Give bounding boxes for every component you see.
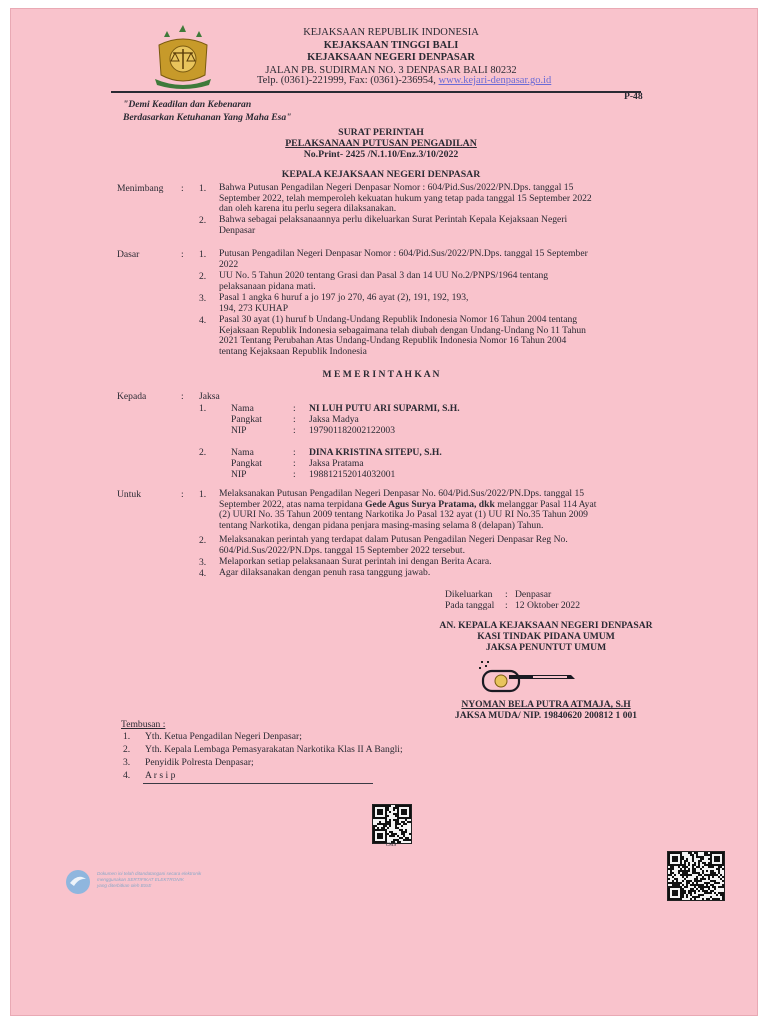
header-website-link[interactable]: www.kejari-denpasar.go.id [438, 75, 552, 86]
signatory-rank: JAKSA MUDA/ NIP. 19840620 200812 1 001 [454, 710, 638, 721]
person-1-name-colon: : [293, 403, 296, 414]
untuk-item-2-number: 3. [199, 557, 207, 568]
untuk-item-1-line-1: Melaksanakan Putusan Pengadilan Negeri Denpasar No. 604/Pid.Sus/2022/PN.Dps. tanggal 15 [219, 488, 585, 499]
signature-line-3: JAKSA PENUNTUT UMUM [485, 642, 607, 653]
issued-date-label: Pada tanggal [445, 600, 495, 611]
dasar-item-4-line-1: Pasal 30 ayat (1) huruf b Undang-Undang Republik Indonesia Nomor 16 Tahun 2004 tentang [219, 314, 578, 325]
person-1-nip-label: NIP [231, 425, 247, 436]
person-1-rank-label: Pangkat [231, 414, 262, 425]
motto-line-2: Berdasarkan Ketuhanan Yang Maha Esa" [123, 112, 292, 123]
untuk-item-3 [219, 568, 639, 579]
menimbang-item-1 [219, 183, 639, 215]
letter-page [10, 8, 758, 1016]
menimbang-item-1-line-1: Bahwa Putusan Pengadilan Negeri Denpasar Nomor : 604/Pid.Sus/2022/PN.Dps. tanggal 15 [219, 182, 574, 193]
menimbang-label: Menimbang [117, 183, 164, 194]
dasar-item-2-line-1: UU No. 5 Tahun 2020 tentang Grasi dan Pasal 3 dan 14 UU No.2/PNPS/1964 tentang [219, 270, 549, 281]
electronic-signature-seal [473, 659, 583, 693]
qr-caption: CMS [385, 843, 397, 848]
title-line-2: PELAKSANAAN PUTUSAN PENGADILAN [285, 138, 477, 149]
header-rule [111, 91, 641, 93]
kepada-role: Jaksa [199, 391, 220, 402]
dasar-item-1 [219, 249, 639, 270]
untuk-item-1 [219, 489, 639, 531]
dasar-item-2-number: 2. [199, 271, 207, 282]
dasar-item-3-number: 3. [199, 293, 207, 304]
menimbang-item-2-line-1: Bahwa sebagai pelaksanaannya perlu dikeluarkan Surat Perintah Kepala Kejaksaan Negeri [219, 214, 568, 225]
dasar-item-2 [219, 271, 639, 292]
kepada-label: Kepada [117, 391, 147, 402]
untuk-item-1 [219, 535, 639, 556]
untuk-item-3-number: 4. [199, 568, 207, 579]
signature-line-2: KASI TINDAK PIDANA UMUM [477, 631, 615, 642]
signature-line-1: AN. KEPALA KEJAKSAAN NEGERI DENPASAR [439, 620, 653, 631]
bsre-note-line-1: Dokumen ini telah ditandatangani secara elektronik [97, 871, 202, 876]
header-phone: Telp. (0361)-221999, Fax: (0361)-236954, [257, 75, 436, 86]
bsre-note [97, 871, 201, 889]
person-1-nip: 197901182002122003 [309, 425, 395, 436]
menimbang-item-2-number: 2. [199, 215, 207, 226]
kepada-colon: : [181, 391, 184, 402]
tembusan-item-2-number: 2. [123, 744, 131, 755]
untuk-item-1-number: 2. [199, 535, 207, 546]
person-1-nip-colon: : [293, 425, 296, 436]
untuk-item-2 [219, 557, 639, 568]
untuk-item-1-line-1: Melaksanakan perintah yang terdapat dalam Putusan Pengadilan Negeri Denpasar Reg No. [219, 534, 568, 545]
person-2-nip: 198812152014032001 [309, 469, 396, 480]
header-address: JALAN PB. SUDIRMAN NO. 3 DENPASAR BALI 80232 [265, 64, 517, 76]
menimbang-item-1-line-2: September 2022, telah memperoleh kekuatan hukum yang tetap pada tanggal 15 September 2022 [219, 192, 592, 204]
untuk-item-1-line-3: (2) UURI No. 35 Tahun 2009 tentang Narkotika Jo Pasal 132 ayat (1) UU RI No.35 Tahun 2009 [219, 509, 588, 521]
signatory-name: NYOMAN BELA PUTRA ATMAJA, S.H [461, 699, 631, 710]
untuk-item-1-line-2a: September 2022, atas nama terpidana [219, 498, 365, 510]
dasar-item-4-line-3: 2021 Tentang Perubahan Atas Undang-Undang Republik Indonesia Nomor 16 Tahun 2004 [219, 335, 567, 347]
dasar-item-4-number: 4. [199, 315, 207, 326]
person-1-number: 1. [199, 403, 207, 414]
dasar-item-3-line-1: Pasal 1 angka 6 huruf a jo 197 jo 270, 46 ayat (2), 191, 192, 193, [219, 292, 469, 303]
cms-qr-code[interactable] [372, 804, 412, 844]
title-number: No.Print- 2425 /N.1.10/Enz.3/10/2022 [303, 149, 459, 160]
tembusan-underline [143, 783, 373, 784]
untuk-item-1-line-4: tentang Narkotika, dengan pidana penjara masing-masing selama 8 (delapan) Tahun. [219, 519, 544, 531]
person-1-name-label: Nama [231, 403, 254, 414]
untuk-item-3-line-1: Agar dilaksanakan dengan penuh rasa tanggung jawab. [219, 567, 431, 578]
bsre-note-line-3: yang diterbitkan oleh BSrE [97, 883, 152, 888]
dasar-item-1-number: 1. [199, 249, 207, 260]
header-line-1: KEJAKSAAN REPUBLIK INDONESIA [303, 27, 479, 38]
dasar-label: Dasar [117, 249, 140, 260]
tembusan-label: Tembusan : [121, 719, 166, 730]
dasar-item-1-line-1: Putusan Pengadilan Negeri Denpasar Nomor : 604/Pid.Sus/2022/PN.Dps. tanggal 15 September [219, 248, 588, 259]
header-contact [257, 75, 617, 88]
bsre-note-line-2: menggunakan SERTIFIKAT ELEKTRONIK [97, 877, 184, 882]
issuer-title: KEPALA KEJAKSAAN NEGERI DENPASAR [281, 169, 481, 180]
tembusan-item-1-number: 1. [123, 731, 131, 742]
bsre-logo-icon [65, 869, 91, 895]
person-2-name-label: Nama [231, 447, 254, 458]
convict-name: Gede Agus Surya Pratama, dkk [365, 498, 495, 510]
tembusan-item-4: A r s i p [145, 770, 176, 781]
untuk-item-1-number: 1. [199, 489, 207, 500]
dasar-item-3 [219, 293, 639, 314]
form-code: P-48 [624, 91, 643, 102]
title-line-1: SURAT PERINTAH [338, 127, 424, 138]
menimbang-item-1-line-3: dan oleh karena itu perlu segera dilaksanakan. [219, 203, 397, 215]
issued-date: 12 Oktober 2022 [515, 600, 581, 611]
person-2-rank-colon: : [293, 458, 296, 469]
person-2-rank-label: Pangkat [231, 458, 262, 469]
dasar-item-4-line-2: Kejaksaan Republik Indonesia sebagaimana telah diubah dengan Undang-Undang No 11 Tahun [219, 324, 586, 336]
issued-place-colon: : [505, 589, 508, 600]
person-2-name-colon: : [293, 447, 296, 458]
dasar-item-2-line-2: pelaksanaan pidana mati. [219, 280, 316, 292]
tembusan-item-3-number: 3. [123, 757, 131, 768]
menimbang-item-1-number: 1. [199, 183, 207, 194]
untuk-item-2-line-1: Melaporkan setiap pelaksanaan Surat perintah ini dengan Berita Acara. [219, 556, 492, 567]
dasar-colon: : [181, 249, 184, 260]
person-2-nip-label: NIP [231, 469, 247, 480]
menimbang-item-2-line-2: Denpasar [219, 224, 256, 236]
dasar-item-4-line-4: tentang Kejaksaan Republik Indonesia [219, 345, 367, 357]
person-2-nip-colon: : [293, 469, 296, 480]
person-2-name: DINA KRISTINA SITEPU, S.H. [309, 447, 442, 458]
untuk-label: Untuk [117, 489, 141, 500]
person-2-rank: Jaksa Pratama [309, 458, 364, 469]
untuk-colon: : [181, 489, 184, 500]
tembusan-item-2: Yth. Kepala Lembaga Pemasyarakatan Narkotika Klas II A Bangli; [145, 744, 403, 755]
verification-qr-code[interactable] [667, 851, 725, 901]
person-1-rank-colon: : [293, 414, 296, 425]
dasar-item-4 [219, 315, 639, 357]
tembusan-item-1: Yth. Ketua Pengadilan Negeri Denpasar; [145, 731, 302, 742]
issued-place-label: Dikeluarkan [445, 589, 493, 600]
tembusan-item-4-number: 4. [123, 770, 131, 781]
menimbang-colon: : [181, 183, 184, 194]
person-1-name: NI LUH PUTU ARI SUPARMI, S.H. [309, 403, 460, 414]
untuk-item-1-line-2: 604/Pid.Sus/2022/PN.Dps. tanggal 15 September 2022 tersebut. [219, 544, 465, 556]
memerintahkan-heading: M E M E R I N T A H K A N [322, 369, 440, 380]
person-1-rank: Jaksa Madya [309, 414, 359, 425]
header-line-3: KEJAKSAAN NEGERI DENPASAR [307, 52, 475, 63]
untuk-item-1-line-2c: melanggar Pasal 114 Ayat [494, 498, 597, 510]
menimbang-item-2 [219, 215, 639, 236]
tembusan-item-3: Penyidik Polresta Denpasar; [145, 757, 254, 768]
dasar-item-3-line-2: 194, 273 KUHAP [219, 302, 289, 314]
dasar-item-1-line-2: 2022 [219, 258, 239, 270]
header-line-2: KEJAKSAAN TINGGI BALI [323, 39, 459, 51]
motto-line-1: "Demi Keadilan dan Kebenaran [123, 99, 252, 110]
issued-date-colon: : [505, 600, 508, 611]
issued-place: Denpasar [515, 589, 552, 600]
person-2-number: 2. [199, 447, 207, 458]
kejaksaan-emblem [149, 23, 217, 91]
